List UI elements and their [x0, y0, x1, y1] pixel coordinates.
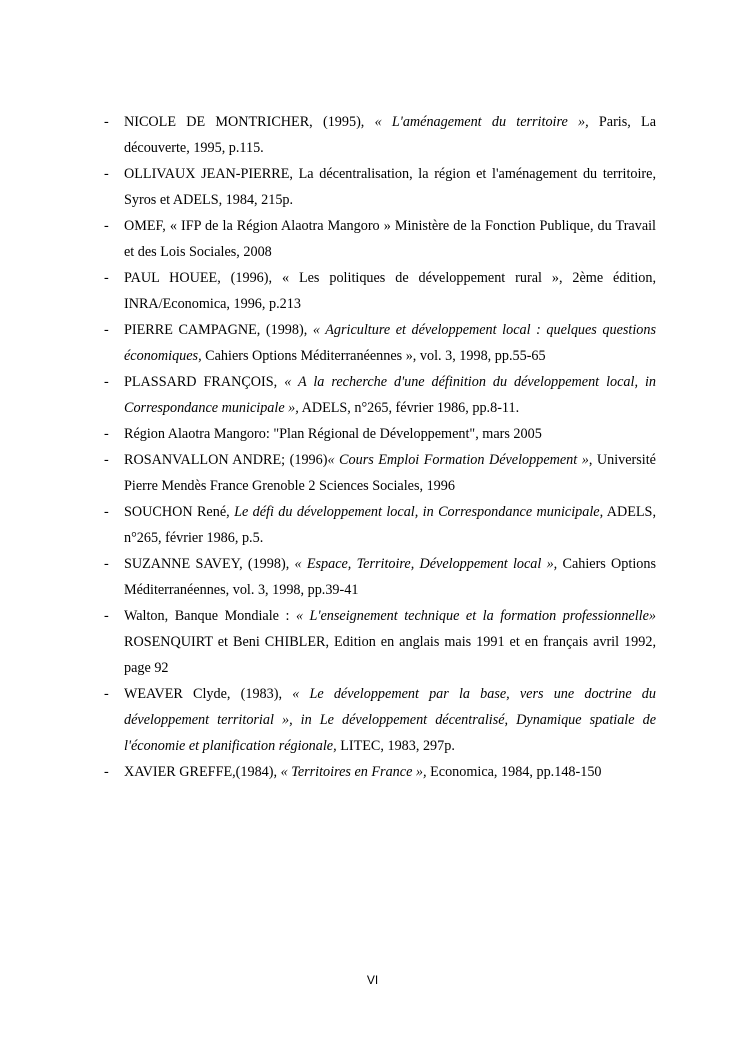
page-number: VI — [366, 973, 379, 987]
entry-italic-title: « Cours Emploi Formation Développement » — [327, 452, 589, 468]
bibliography-entry — [104, 317, 656, 369]
entry-text: WEAVER Clyde, (1983), — [124, 686, 293, 702]
list-dash: - — [104, 218, 109, 234]
entry-text: XAVIER GREFFE,(1984), — [124, 764, 281, 780]
entry-text-rest: LITEC, 1983, 297p. — [336, 738, 455, 754]
list-dash: - — [104, 608, 109, 624]
bibliography-entry — [104, 213, 656, 265]
bibliography-entry — [104, 109, 656, 161]
entry-text-rest: ROSENQUIRT et Beni CHIBLER, Edition en anglais mais 1991 et en français avril 1992, page 92 — [124, 634, 656, 676]
entry-text: SUZANNE SAVEY, (1998), — [124, 556, 295, 572]
list-dash: - — [104, 504, 109, 520]
bibliography-entry — [104, 369, 656, 421]
entry-text: OMEF, « IFP de la Région Alaotra Mangoro » Ministère de la Fonction Publique, du Travail et des Lois Sociales, 2008 — [124, 218, 656, 260]
entry-italic-title: « Territoires en France », — [280, 764, 427, 780]
entry-text-rest: ADELS, n°265, février 1986, pp.8-11. — [298, 400, 520, 416]
entry-text-rest: Paris, La découverte, 1995, p.115. — [124, 114, 657, 156]
entry-text: Région Alaotra Mangoro: "Plan Régional de Développement", mars 2005 — [124, 426, 542, 442]
list-dash: - — [104, 374, 109, 390]
entry-text-rest: Cahiers Options Méditerranéennes », vol. 3, 1998, pp.55-65 — [201, 348, 546, 364]
entry-text: PAUL HOUEE, (1996), « Les politiques de développement rural », 2ème édition, INRA/Economica, 1996, p.213 — [124, 270, 656, 312]
entry-italic-title: « A la recherche d'une définition du développement local, in Correspondance municipale », — [124, 374, 656, 416]
entry-italic-title: « Espace, Territoire, Développement local », — [294, 556, 558, 572]
entry-text-rest: Cahiers Options Méditerranéennes, vol. 3, 1998, pp.39-41 — [124, 556, 656, 598]
bibliography-entry — [104, 499, 656, 551]
bibliography-list — [104, 109, 656, 785]
entry-text-rest: Economica, 1984, pp.148-150 — [426, 764, 602, 780]
bibliography-entry — [104, 603, 656, 681]
list-dash: - — [104, 270, 109, 286]
list-dash: - — [104, 556, 109, 572]
list-dash: - — [104, 166, 109, 182]
entry-text: Walton, Banque Mondiale : — [124, 608, 296, 624]
list-dash: - — [104, 686, 109, 702]
list-dash: - — [104, 322, 109, 338]
entry-italic-title: Le défi du développement local, in Correspondance municipale, — [234, 504, 604, 520]
bibliography-entry — [104, 759, 656, 785]
entry-italic-title: « L'aménagement du territoire », — [374, 114, 589, 130]
entry-italic-title: « Le développement par la base, vers une doctrine du développement territorial », in Le développement décentralisé, Dynamique spatiale de l'économie et planification régionale, — [124, 686, 656, 754]
entry-text: PLASSARD FRANÇOIS, — [124, 374, 285, 390]
entry-italic-title: « L'enseignement technique et la formation professionnelle» — [295, 608, 656, 624]
bibliography-entry — [104, 421, 656, 447]
list-dash: - — [104, 426, 109, 442]
entry-italic-title: « Agriculture et développement local : quelques questions économiques, — [124, 322, 656, 364]
entry-text: SOUCHON René, — [124, 504, 235, 520]
bibliography-entry — [104, 265, 656, 317]
entry-text-rest: , Université Pierre Mendès France Grenoble 2 Sciences Sociales, 1996 — [124, 452, 656, 494]
bibliography-entry — [104, 551, 656, 603]
list-dash: - — [104, 764, 109, 780]
entry-text: ROSANVALLON ANDRE; (1996) — [124, 452, 328, 468]
bibliography-entry — [104, 447, 656, 499]
bibliography-entry — [104, 681, 656, 759]
entry-text: NICOLE DE MONTRICHER, (1995), — [124, 114, 375, 130]
list-dash: - — [104, 452, 109, 468]
entry-text: PIERRE CAMPAGNE, (1998), — [124, 322, 313, 338]
entry-text: OLLIVAUX JEAN-PIERRE, La décentralisation, la région et l'aménagement du territoire, Syros et ADELS, 1984, 215p. — [124, 166, 656, 208]
bibliography-entry — [104, 161, 656, 213]
list-dash: - — [104, 114, 109, 130]
entry-text-rest: ADELS, n°265, février 1986, p.5. — [124, 504, 656, 546]
